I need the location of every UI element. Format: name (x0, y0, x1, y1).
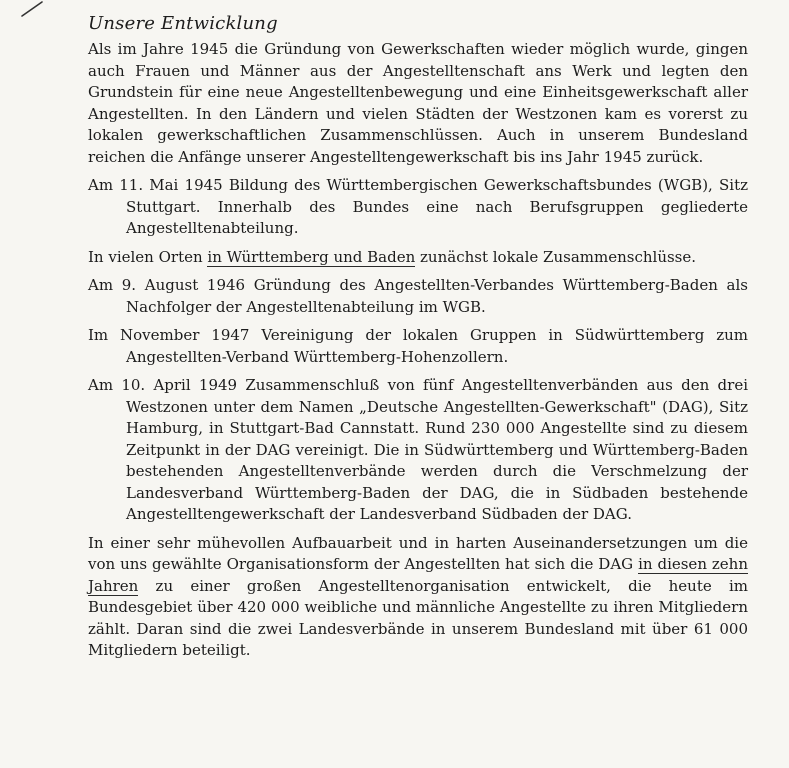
closing-paragraph (88, 533, 748, 662)
entry-local-unions (88, 247, 748, 269)
underlined-phrase: in diesen zehn Jahren (88, 555, 749, 595)
entry-text: zunächst lokale Zusammenschlüsse. (415, 247, 697, 266)
closing-text: zu einer großen Angestelltenorganisation entwickelt, die heute im Bundesgebiet über 420 000 weibliche und männliche Angestellte zu ihren Mitgliedern zählt. Daran sind die zwei Landesverbände in unserem Bundesland mit über 61 000 Mitgliedern beteiligt. (88, 576, 748, 659)
body-text (88, 39, 748, 662)
entry-1949-april: Am 10. April 1949 Zusammenschluß von fünf Angestelltenverbänden aus den drei Westzonen unter dem Namen „Deutsche Angestellten-Gewerkschaft" (DAG), Sitz Hamburg, in Stuttgart-Bad Cannstatt. Rund 230 000 Angestellte sind zu diesem Zeitpunkt in der DAG vereinigt. Die in Südwürttemberg und Württemberg-Baden bestehenden Angestelltenverbände werden durch die Verschmelzung der Landesverband Württemberg-Baden der DAG, die in Südbaden bestehende Angestelltengewerkschaft der Landesverband Südbaden der DAG. (88, 376, 748, 523)
entry-1945-may: Am 11. Mai 1945 Bildung des Württembergischen Gewerkschaftsbundes (WGB), Sitz Stuttgart. Innerhalb des Bundes eine nach Berufsgruppen gegliederte Angestelltenabteilung. (88, 176, 748, 237)
entry-1947-november: Im November 1947 Vereinigung der lokalen Gruppen in Südwürttemberg zum Angestellten-Verband Württemberg-Hohenzollern. (88, 326, 748, 366)
entry-text: In vielen Orten (88, 247, 208, 266)
entry-1946-august: Am 9. August 1946 Gründung des Angestellten-Verbandes Württemberg-Baden als Nachfolger der Angestelltenabteilung im WGB. (88, 276, 748, 316)
pen-stroke-mark (18, 0, 46, 18)
closing-text: In einer sehr mühevollen Aufbauarbeit und in harten Auseinandersetzungen um die von uns gewählte Organisationsform der Angestellten hat sich die DAG (88, 533, 748, 573)
underlined-phrase: in Württemberg und Baden (207, 247, 416, 266)
section-heading: Unsere Entwicklung (88, 13, 278, 34)
intro-paragraph: Als im Jahre 1945 die Gründung von Gewerkschaften wieder möglich wurde, gingen auch Frauen und Männer aus der Angestelltenschaft ans Werk und legten den Grundstein für eine neue Angestelltenbewegung und eine Einheitsgewerkschaft aller Angestellten. In den Ländern und vielen Städten der Westzonen kam es vorerst zu lokalen gewerkschaftlichen Zusammenschlüssen. Auch in unserem Bundesland reichen die Anfänge unserer Angestelltengewerkschaft bis ins Jahr 1945 zurück. (88, 40, 748, 166)
